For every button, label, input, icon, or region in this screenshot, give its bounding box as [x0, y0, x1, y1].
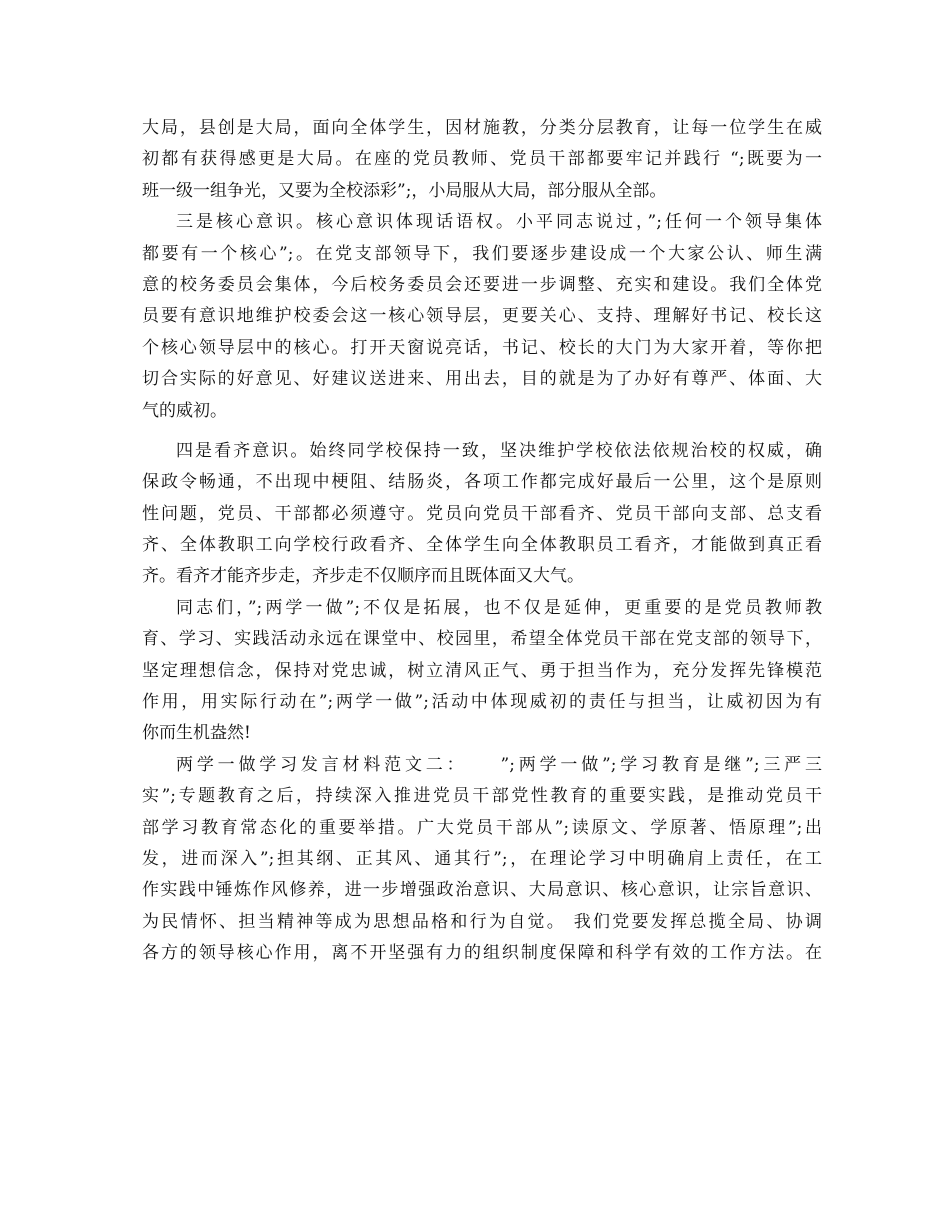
text-line: 都要有一个核心”;。在党支部领导下，我们要逐步建设成一个大家公认、师生满 [142, 243, 822, 264]
text-line: 切合实际的好意见、好建议送进来、用出去，目的就是为了办好有尊严、体面、大 [142, 369, 822, 390]
paragraph-5 [142, 750, 822, 970]
text-line: 意的校务委员会集体，今后校务委员会还要进一步调整、充实和建设。我们全体党 [142, 274, 822, 295]
text-line: 各方的领导核心作用，离不开坚强有力的组织制度保障和科学有效的工作方法。在 [142, 943, 822, 964]
text-line: 同志们，”;两学一做”;不仅是拓展，也不仅是延伸，更重要的是党员教师教 [176, 597, 822, 618]
text-line: 作用，用实际行动在”;两学一做”;活动中体现威初的责任与担当，让威初因为有 [142, 692, 822, 713]
text-line: 为民情怀、担当精神等成为思想品格和行为自觉。 我们党要发挥总揽全局、协调 [142, 911, 822, 932]
text-line: 育、学习、实践活动永远在课堂中、校园里，希望全体党员干部在党支部的领导下， [142, 629, 822, 650]
text-line: 你而生机盎然! [142, 723, 251, 744]
text-line: 发，进而深入”;担其纲、正其风、通其行”;，在理论学习中明确肩上责任，在工 [142, 848, 822, 869]
text-line: 齐、全体教职工向学校行政看齐、全体学生向全体教职员工看齐，才能做到真正看 [142, 535, 822, 556]
document-body [142, 113, 822, 970]
text-line: 员要有意识地维护校委会这一核心领导层，更要关心、支持、理解好书记、校长这 [142, 306, 822, 327]
text-line: 实”;专题教育之后，持续深入推进党员干部党性教育的重要实践，是推动党员干 [142, 786, 822, 807]
text-line: 初都有获得感更是大局。在座的党员教师、党员干部都要牢记并践行 “;既要为一 [142, 149, 822, 170]
text-line: 四是看齐意识。始终同学校保持一致，坚决维护学校依法依规治校的权威，确 [176, 440, 822, 461]
text-line: 坚定理想信念，保持对党忠诚，树立清风正气、勇于担当作为，充分发挥先锋模范 [142, 660, 822, 681]
text-line: 部学习教育常态化的重要举措。广大党员干部从”;读原文、学原著、悟原理”;出 [142, 817, 822, 838]
text-line: 作实践中锤炼作风修养，进一步增强政治意识、大局意识、核心意识，让宗旨意识、 [142, 880, 822, 901]
text-line: 齐。看齐才能齐步走，齐步走不仅顺序而且既体面又大气。 [142, 566, 584, 587]
text-line: 班一级一组争光，又要为全校添彩”;，小局服从大局，部分服从全部。 [142, 180, 667, 201]
text-line: 气的威初。 [142, 400, 227, 421]
text-line: 大局，县创是大局，面向全体学生，因材施教，分类分层教育，让每一位学生在威 [142, 118, 822, 138]
text-line: 三是核心意识。核心意识体现话语权。小平同志说过，”;任何一个领导集体 [176, 212, 822, 233]
text-line: 性问题，党员、干部都必须遵守。党员向党员干部看齐、党员干部向支部、总支看 [142, 503, 822, 524]
paragraph-1 [142, 113, 822, 207]
text-line: 两学一做学习发言材料范文二： ”;两学一做”;学习教育是继”;三严三 [176, 754, 822, 775]
text-line: 个核心领导层中的核心。打开天窗说亮话，书记、校长的大门为大家开着，等你把 [142, 337, 822, 358]
paragraph-4 [142, 593, 822, 750]
paragraph-2 [142, 207, 822, 427]
paragraph-3 [142, 436, 822, 593]
text-line: 保政令畅通，不出现中梗阻、结肠炎，各项工作都完成好最后一公里，这个是原则 [142, 472, 822, 493]
